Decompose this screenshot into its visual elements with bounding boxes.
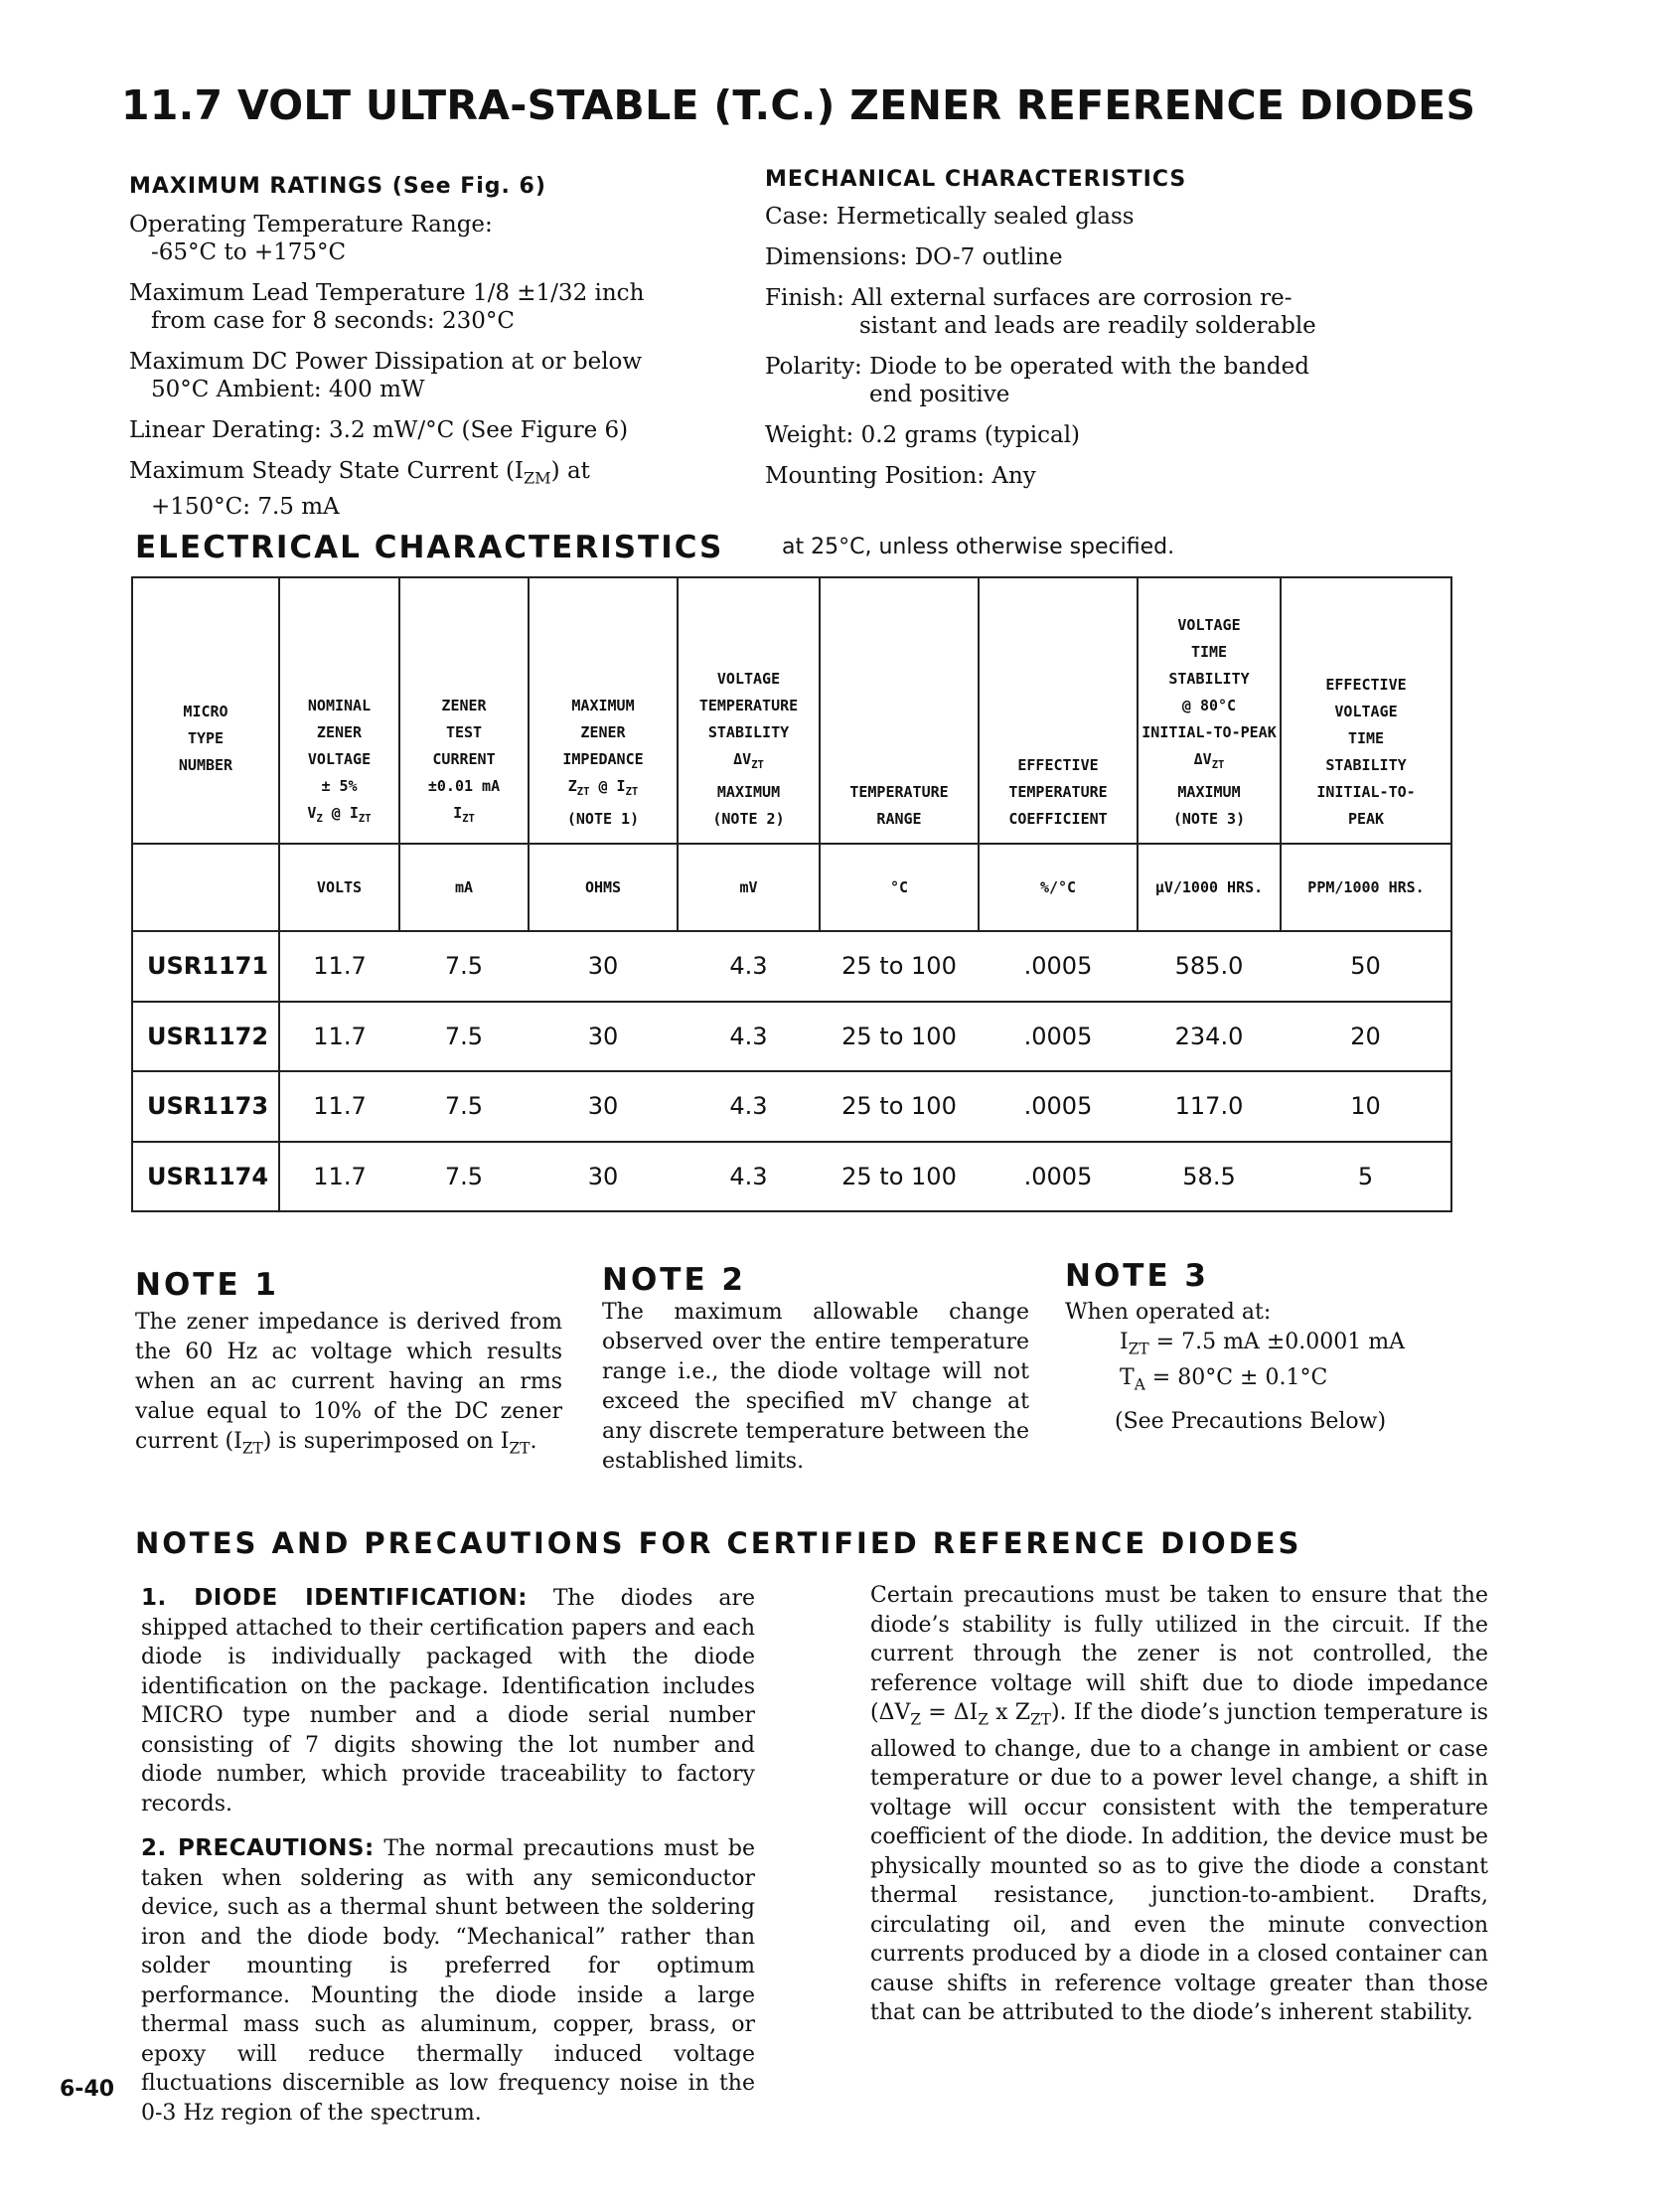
col-header-type: MICRO TYPE NUMBER bbox=[132, 577, 279, 844]
unit-cell: μV/1000 HRS. bbox=[1138, 844, 1281, 931]
table-row bbox=[132, 1142, 1451, 1212]
rating-item: Linear Derating: 3.2 mW/°C (See Figure 6) bbox=[129, 417, 629, 443]
mech-item: Weight: 0.2 grams (typical) bbox=[765, 422, 1081, 448]
table-cell: .0005 bbox=[979, 1142, 1138, 1212]
col-header-temp-coefficient: EFFECTIVE TEMPERATURE COEFFICIENT bbox=[979, 577, 1138, 844]
mech-item: Dimensions: DO-7 outline bbox=[765, 244, 1063, 270]
type-number-cell: USR1171 bbox=[132, 931, 279, 1002]
table-cell: 5 bbox=[1281, 1142, 1451, 1212]
table-cell: 4.3 bbox=[678, 1002, 820, 1072]
electrical-table bbox=[131, 576, 1452, 1212]
unit-cell: PPM/1000 HRS. bbox=[1281, 844, 1451, 931]
rating-item: Operating Temperature Range: -65°C to +175°C bbox=[129, 212, 493, 265]
col-header-effective-time-stability: EFFECTIVE VOLTAGE TIME STABILITY INITIAL-TO- PEAK bbox=[1281, 577, 1451, 844]
table-cell: 7.5 bbox=[399, 1071, 529, 1142]
table-cell: 30 bbox=[529, 1142, 678, 1212]
col-header-impedance: MAXIMUM ZENER IMPEDANCE $Z_{ZT}$ @ $I_{ZT}$ (NOTE 1) bbox=[529, 577, 678, 844]
type-number-cell: USR1173 bbox=[132, 1071, 279, 1142]
precautions-heading: NOTES AND PRECAUTIONS FOR CERTIFIED REFERENCE DIODES bbox=[135, 1526, 1302, 1560]
col-header-temp-range: TEMPERATURE RANGE bbox=[820, 577, 979, 844]
unit-cell: °C bbox=[820, 844, 979, 931]
table-cell: 58.5 bbox=[1138, 1142, 1281, 1212]
table-cell: 30 bbox=[529, 1071, 678, 1142]
table-cell: 234.0 bbox=[1138, 1002, 1281, 1072]
table-row bbox=[132, 931, 1451, 1002]
table-cell: 50 bbox=[1281, 931, 1451, 1002]
table-cell: 20 bbox=[1281, 1002, 1451, 1072]
unit-cell: VOLTS bbox=[279, 844, 399, 931]
mechanical-heading: MECHANICAL CHARACTERISTICS bbox=[765, 167, 1187, 192]
table-cell: 4.3 bbox=[678, 1071, 820, 1142]
rating-item: Maximum Steady State Current $(I_{ZM})$ at +150°C: 7.5 mA bbox=[129, 458, 590, 520]
unit-cell: mA bbox=[399, 844, 529, 931]
type-number-cell: USR1172 bbox=[132, 1002, 279, 1072]
precautions-paragraph: 2. PRECAUTIONS: The normal precautions must be taken when soldering as with any semiconductor device, such as a thermal shunt between the soldering iron and the diode body. “Mechanical” rather than solder mounting is preferred for optimum performance. Mounting the diode inside a large thermal mass such as aluminum, copper, brass, or epoxy will reduce thermally induced voltage fluctuations discernible as low frequency noise in the 0-3 Hz region of the spectrum. bbox=[141, 1835, 755, 2126]
page-number: 6-40 bbox=[60, 2077, 115, 2102]
unit-cell: mV bbox=[678, 844, 820, 931]
table-cell: 7.5 bbox=[399, 931, 529, 1002]
rating-item: Maximum Lead Temperature 1/8 ±1/32 inch from case for 8 seconds: 230°C bbox=[129, 280, 645, 334]
unit-cell: %/°C bbox=[979, 844, 1138, 931]
unit-cell bbox=[132, 844, 279, 931]
max-ratings-list bbox=[129, 211, 695, 534]
precautions-right-column: Certain precautions must be taken to ensure that the diode’s stability is fully utilized in the circuit. If the current through the zener is not controlled, the reference voltage will shift due to diode impedance ($\Delta V_Z = \Delta I_Z$ x $Z_{ZT}$). If the diode’s junction temperature is allowed to change, due to a change in ambient or case temperature or due to a power level change, a shift in voltage will occur consistent with the temperature coefficient of the diode. In addition, the device must be physically mounted so as to give the diode a constant thermal resistance, junction-to-ambient. Drafts, circulating oil, and even the minute convection currents produced by a diode in a closed container can cause shifts in reference voltage greater than those that can be attributed to the diode’s inherent stability. bbox=[870, 1583, 1488, 2026]
mech-item: Finish: All external surfaces are corrosion re- sistant and leads are readily solderable bbox=[765, 285, 1316, 339]
electrical-subheading: at 25°C, unless otherwise specified. bbox=[782, 535, 1175, 559]
max-ratings-heading: MAXIMUM RATINGS (See Fig. 6) bbox=[129, 174, 546, 199]
table-cell: 11.7 bbox=[279, 1142, 399, 1212]
col-header-temp-stability: VOLTAGE TEMPERATURE STABILITY $\Delta V_{ZT}$ MAXIMUM (NOTE 2) bbox=[678, 577, 820, 844]
table-cell: 117.0 bbox=[1138, 1071, 1281, 1142]
type-number-cell: USR1174 bbox=[132, 1142, 279, 1212]
note3-heading: NOTE 3 bbox=[1065, 1258, 1209, 1294]
note2-text: The maximum allowable change observed over the entire temperature range i.e., the diode voltage will not exceed the specified mV change at any discrete temperature between the established limits. bbox=[602, 1300, 1029, 1474]
table-cell: 7.5 bbox=[399, 1142, 529, 1212]
note2-heading: NOTE 2 bbox=[602, 1262, 746, 1298]
mech-item: Polarity: Diode to be operated with the banded end positive bbox=[765, 354, 1309, 407]
mechanical-list bbox=[765, 203, 1341, 503]
table-cell: 25 to 100 bbox=[820, 1142, 979, 1212]
table-cell: 11.7 bbox=[279, 1002, 399, 1072]
table-cell: .0005 bbox=[979, 1002, 1138, 1072]
col-header-time-stability: VOLTAGE TIME STABILITY @ 80°C INITIAL-TO-PEAK $\Delta V_{ZT}$ MAXIMUM (NOTE 3) bbox=[1138, 577, 1281, 844]
precautions-left-column bbox=[141, 1584, 755, 2143]
col-header-nominal-voltage: NOMINAL ZENER VOLTAGE ± 5% $V_Z$ @ $I_{ZT}$ bbox=[279, 577, 399, 844]
rating-item: Maximum DC Power Dissipation at or below 50°C Ambient: 400 mW bbox=[129, 349, 643, 402]
table-cell: 7.5 bbox=[399, 1002, 529, 1072]
electrical-heading: ELECTRICAL CHARACTERISTICS bbox=[135, 530, 724, 565]
mech-item: Mounting Position: Any bbox=[765, 463, 1036, 489]
table-cell: 585.0 bbox=[1138, 931, 1281, 1002]
table-cell: 10 bbox=[1281, 1071, 1451, 1142]
note1-heading: NOTE 1 bbox=[135, 1267, 279, 1303]
table-cell: 4.3 bbox=[678, 1142, 820, 1212]
col-header-test-current: ZENER TEST CURRENT ±0.01 mA $I_{ZT}$ bbox=[399, 577, 529, 844]
diode-identification-paragraph: 1. DIODE IDENTIFICATION: The diodes are shipped attached to their certification papers and each diode is individually packaged with the diode identification on the package. Identification includes MICRO type number and a diode serial number consisting of 7 digits showing the lot number and diode number, which provide traceability to factory records. bbox=[141, 1585, 755, 1817]
table-cell: 25 to 100 bbox=[820, 1071, 979, 1142]
header-row bbox=[132, 577, 1451, 844]
units-row bbox=[132, 844, 1451, 931]
table-cell: 30 bbox=[529, 931, 678, 1002]
table-row bbox=[132, 1071, 1451, 1142]
table-cell: 11.7 bbox=[279, 1071, 399, 1142]
table-row bbox=[132, 1002, 1451, 1072]
mech-item: Case: Hermetically sealed glass bbox=[765, 204, 1135, 230]
table-cell: 25 to 100 bbox=[820, 931, 979, 1002]
table-cell: .0005 bbox=[979, 1071, 1138, 1142]
table-cell: 11.7 bbox=[279, 931, 399, 1002]
table-cell: 25 to 100 bbox=[820, 1002, 979, 1072]
table-cell: 4.3 bbox=[678, 931, 820, 1002]
page-title: 11.7 VOLT ULTRA-STABLE (T.C.) ZENER REFERENCE DIODES bbox=[121, 81, 1476, 129]
unit-cell: OHMS bbox=[529, 844, 678, 931]
note3-text: When operated at: $I_{ZT} = 7.5$ mA ±0.0001 mA $T_A = 80^\circ C \pm 0.1^\circ C$ (See Precautions Below) bbox=[1065, 1300, 1405, 1434]
table-cell: .0005 bbox=[979, 931, 1138, 1002]
note1-text: The zener impedance is derived from the 60 Hz ac voltage which results when an ac current having an rms value equal to 10% of the DC zener current $(I_{ZT})$ is superimposed on $I_{ZT}$. bbox=[135, 1310, 562, 1458]
table-cell: 30 bbox=[529, 1002, 678, 1072]
